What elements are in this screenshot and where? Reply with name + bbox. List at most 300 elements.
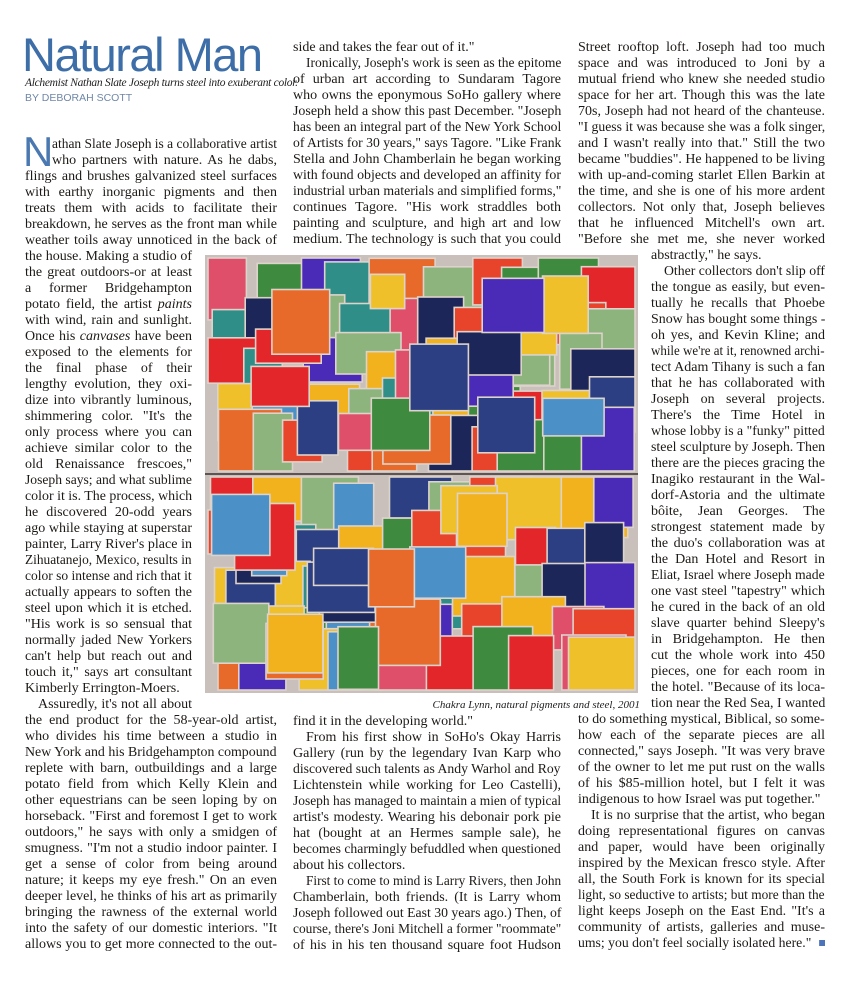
text-line (578, 792, 825, 808)
text-line (651, 584, 825, 600)
line-text: lengthy evolution, they oxi- (25, 377, 192, 392)
line-text: he discovered 20-odd years (25, 505, 192, 520)
line-text: the tongue as easily, but even- (651, 280, 825, 295)
text-line (38, 697, 192, 713)
text-line (578, 840, 825, 856)
line-text: that he influenced Mitchell's own art. (578, 216, 825, 231)
text-line (578, 824, 825, 840)
text-line (25, 889, 277, 905)
text-line (293, 714, 561, 730)
text-line (578, 728, 825, 744)
line-text: Chamberlain, both friends. (It is Larry whom (293, 890, 561, 905)
text-line (25, 873, 277, 889)
line-text: pieces, one for each room in (651, 664, 825, 679)
line-text: exposed to the elements for (25, 345, 192, 360)
text-line (651, 664, 825, 680)
line-text: old Renaissance frescoes," (25, 457, 192, 472)
line-text: outdoors," he says with only a smidgen of (25, 825, 277, 840)
line-text: Lichtenstein while working for Leo Castelli), (293, 778, 561, 793)
text-line (25, 601, 192, 617)
article-subtitle: Alchemist Nathan Slate Joseph turns steel into exuberant color. (25, 77, 298, 89)
text-line (651, 424, 825, 440)
line-text: the great outdoors-or at least (25, 265, 192, 280)
text-line (293, 810, 561, 826)
line-text: in Bridgehampton. He then (651, 632, 825, 647)
text-line (293, 136, 561, 152)
text-span: have been (130, 329, 192, 344)
line-text: bringing the rawness of the external world (25, 905, 277, 920)
text-line (578, 920, 825, 936)
line-text: how each of the separate pieces are all (578, 728, 825, 743)
painted-steel-tile (509, 636, 554, 690)
text-line (25, 745, 277, 761)
text-line (578, 712, 825, 728)
painted-steel-tile (594, 477, 633, 527)
text-line (651, 376, 825, 392)
text-line (578, 72, 825, 88)
line-text: indigenous to how Israel was put together." (578, 792, 821, 807)
text-line (578, 744, 825, 760)
text-line (25, 617, 192, 633)
text-line (293, 216, 561, 232)
line-text: of urban art according to Sundaram Tagore (293, 72, 561, 87)
text-line (651, 344, 825, 360)
line-text: community of artists, galleries and muse- (578, 920, 825, 935)
line-text: who divides his time between a studio in (25, 729, 277, 744)
line-text: normally jaded New Yorkers (25, 633, 192, 648)
line-text (25, 329, 192, 344)
line-text: painter, Larry River's place in (25, 537, 192, 552)
text-line (25, 393, 192, 409)
text-line (578, 904, 825, 920)
line-text: inspired by the Mexican fresco style. After (578, 856, 825, 871)
line-text: side and takes the fear out of it." (293, 40, 475, 55)
text-line (293, 168, 561, 184)
line-text: allows you to get more connected to the out- (25, 937, 277, 952)
line-text: the house. Making a studio of (25, 249, 192, 264)
text-line (25, 825, 277, 841)
line-text: Joseph held a show this past December. "Joseph (293, 104, 562, 119)
line-text: get a sense of color from being around (25, 857, 277, 872)
text-line (651, 616, 825, 632)
text-line (578, 168, 825, 184)
text-line (25, 265, 192, 281)
text-line (578, 936, 825, 952)
text-line (293, 120, 561, 136)
line-text: color it is. The process, which (25, 489, 193, 504)
text-line (578, 760, 825, 776)
line-text: dize into vibrantly luminous, (25, 393, 192, 408)
line-text: deeper level, he thinks of his art as primarily (25, 889, 277, 904)
text-line (25, 793, 277, 809)
line-text: nature; it keeps my eye fresh." On an even (25, 873, 277, 888)
line-text: the time, and she is one of his more ardent (578, 184, 825, 199)
text-line (25, 841, 277, 857)
line-text: It is no surprise that the artist, who began (591, 808, 825, 823)
text-line (25, 329, 192, 345)
line-text: the duo's collaboration was at (651, 536, 825, 551)
line-text: the end product for the 58-year-old artist, (25, 713, 277, 728)
line-text: mutual friend who knew she needed studio (578, 72, 825, 87)
text-line (578, 216, 825, 232)
line-text: dorf-Astoria and the ultimate (651, 488, 825, 503)
text-line (25, 489, 192, 505)
text-line (25, 457, 192, 473)
text-line (293, 152, 561, 168)
line-text: shimmering color. "It's the (25, 409, 192, 424)
line-text (25, 297, 192, 312)
text-line (293, 746, 561, 762)
byline: BY DEBORAH SCOTT (25, 92, 133, 104)
line-text: tually he recalls that Phoebe (651, 296, 825, 311)
line-text: flings and brushes galvanized steel surfaces (25, 169, 277, 184)
painted-steel-tile (369, 549, 415, 607)
line-text: Joseph has managed to maintain a mien of typical (293, 794, 562, 809)
line-text: From his first show in SoHo's Okay Harris (306, 730, 561, 745)
text-line (25, 937, 277, 953)
painted-steel-tile (212, 494, 270, 555)
line-text: Other collectors don't slip off (664, 264, 826, 279)
line-text: horseback. "First and foremost I get to work (25, 809, 277, 824)
line-text: he cured in the back of an old (651, 600, 825, 615)
text-line (651, 488, 825, 504)
line-text: Stella and John Chamberlain he began working (293, 152, 561, 167)
painted-steel-tile (370, 274, 404, 308)
text-line (25, 921, 277, 937)
text-line (578, 104, 825, 120)
line-text: with earthy inorganic pigments and then (25, 185, 277, 200)
line-text: has been an integral part of the New York School (293, 120, 562, 135)
text-line (25, 505, 192, 521)
text-line (651, 312, 825, 328)
text-line (578, 88, 825, 104)
line-text: strongest statement made by (651, 520, 825, 535)
text-line (25, 297, 192, 313)
text-line (578, 872, 825, 888)
text-line (578, 136, 825, 152)
line-text: ago while staying at superstar (25, 521, 192, 536)
text-line (25, 729, 277, 745)
painted-steel-tile (482, 278, 544, 332)
text-line (651, 680, 825, 696)
text-line (293, 858, 561, 874)
text-line (306, 730, 561, 746)
painted-steel-tile (338, 627, 379, 690)
text-line (651, 472, 825, 488)
text-line (25, 809, 277, 825)
painted-steel-tile (543, 276, 589, 333)
text-line (25, 313, 192, 329)
text-line (52, 137, 277, 153)
line-text: Joseph followed out East 30 years ago.) Then, of (293, 906, 562, 921)
line-text: Street rooftop loft. Joseph had too much (578, 40, 825, 55)
line-text: steel upon which it is etched. (25, 601, 192, 616)
line-text: Eliat, Israel where Joseph made (651, 568, 825, 583)
line-text: tion near the Red Sea, I wanted (651, 696, 826, 711)
line-text: while we're at it, renowned archi- (651, 344, 825, 359)
line-text: athan Slate Joseph is a collaborative artist (52, 137, 278, 152)
line-text: breakdown, he serves as the front man while (25, 217, 277, 232)
text-line (293, 778, 561, 794)
line-text: replete with barn, outbuildings and a large (25, 761, 277, 776)
line-text: other equestrians can be seen loping by on (25, 793, 277, 808)
painted-steel-tile (569, 637, 636, 690)
line-text: "Before she met me, she never worked (578, 232, 825, 247)
line-text: There's the Time Hotel in (651, 408, 825, 423)
line-text: "I guess it was because she was a folk singer, (578, 120, 826, 135)
line-text: there are the pieces gracing the (651, 456, 825, 471)
line-text: industrial urban materials and simplified forms," (293, 184, 562, 199)
line-text: collectors. Not only that, Joseph believes (578, 200, 825, 215)
text-line (591, 808, 825, 824)
painted-steel-tile (268, 614, 323, 673)
text-line (25, 649, 192, 665)
line-text: light keeps Joseph on the East End. "It's a (578, 904, 825, 919)
line-text: treats them with acids to facilitate their (25, 201, 277, 216)
text-line (25, 761, 277, 777)
end-of-article-mark-icon (819, 940, 825, 946)
text-line (651, 632, 825, 648)
text-line (306, 874, 561, 890)
line-text: whose lobby is a "funky" pitted (651, 424, 825, 439)
line-text: abstractly," he says. (651, 248, 762, 263)
line-text: of Artists for 30 years," says Tagore. "Like Frank (293, 136, 562, 151)
text-line (25, 217, 277, 233)
line-text: about his collectors. (293, 858, 406, 873)
text-line (293, 922, 561, 938)
text-line (651, 648, 825, 664)
line-text: Snow has bought some things - (651, 312, 826, 327)
painted-steel-tile (314, 548, 374, 585)
artwork-image-chakra-lynn (205, 255, 638, 693)
line-text: artist's modesty. Wearing his debonair pork pie (293, 810, 561, 825)
text-span: potato field, the artist (25, 297, 158, 312)
line-text: Gallery (run by the legendary Ivan Karp who (293, 746, 561, 761)
painted-steel-tile (213, 603, 268, 663)
line-text: becomes charmingly befuddled when questioned (293, 842, 561, 857)
line-text: "His work is so sensual that (25, 617, 192, 632)
line-text: the Dan Hotel and Resort in (651, 552, 825, 567)
text-line (25, 185, 277, 201)
line-text: Joseph says; and what sublime (25, 473, 192, 488)
line-text: space for her art. Though this was the late (578, 88, 825, 103)
text-line (25, 201, 277, 217)
text-line (25, 345, 192, 361)
line-text: find it in the developing world." (293, 714, 473, 729)
line-text: and I wasn't really into that." Still the two (578, 136, 825, 151)
text-line (651, 520, 825, 536)
article-title: Natural Man (22, 28, 262, 81)
line-text: can't help but reach out and (25, 649, 192, 664)
line-text: and paper, would have been originally (578, 840, 825, 855)
text-line (651, 696, 825, 712)
text-line (25, 569, 192, 585)
text-line (651, 328, 825, 344)
line-text: Joseph on several projects. (651, 392, 825, 407)
text-line (578, 200, 825, 216)
text-line (25, 441, 192, 457)
line-text: of his in his ten thousand square foot Hudson (293, 938, 561, 953)
text-line (293, 72, 561, 88)
text-line (651, 296, 825, 312)
line-text: New York and his Bridgehampton compound (25, 745, 277, 760)
text-line (25, 553, 192, 569)
line-text: achieve similar color to the (25, 441, 192, 456)
text-line (651, 600, 825, 616)
text-line (306, 56, 561, 72)
line-text: who partners with nature. As he dabs, (52, 153, 277, 168)
text-line (651, 392, 825, 408)
line-text: became "buddies". He happened to be living (578, 152, 825, 167)
line-text: with wind, rain and sunlight. (25, 313, 192, 328)
text-line (25, 537, 192, 553)
text-line (578, 40, 825, 56)
line-text: light, so seductive to artists; but more than the (578, 888, 825, 903)
text-line (651, 536, 825, 552)
line-text: steel sculpture by Joseph. Then (651, 440, 826, 455)
text-line (651, 504, 825, 520)
painted-steel-tile (458, 493, 508, 546)
text-line (651, 568, 825, 584)
line-text: who owns the eponymous SoHo gallery where (293, 88, 561, 103)
line-text: continues Tagore. "His work straddles both (293, 200, 561, 215)
line-text: the hotel. "Because of its loca- (651, 680, 825, 695)
text-line (293, 794, 561, 810)
line-text: with found objects and developed an affinity for (293, 168, 561, 183)
text-line (651, 360, 825, 376)
text-line (25, 473, 192, 489)
text-line (578, 888, 825, 904)
text-line (25, 409, 192, 425)
line-text: Zihuatanejo, Mexico, results in (25, 553, 192, 568)
line-text: course, there's Joni Mitchell a former "roommate" (293, 922, 562, 937)
line-text: smugness. "I'm not a studio indoor painter. I (25, 841, 277, 856)
italic-text: canvases (79, 329, 131, 344)
line-text: Kimberly Errington-Moers. (25, 681, 180, 696)
line-text: one vast steel "tapestry" which (651, 584, 825, 599)
text-line (578, 56, 825, 72)
text-line (293, 826, 561, 842)
image-caption: Chakra Lynn, natural pigments and steel, 2001 (432, 699, 640, 711)
line-text: space and was introduced to Joni by a (578, 56, 825, 71)
text-span: Once his (25, 329, 80, 344)
line-text: painting and sculpture, and high art and low (293, 216, 561, 231)
text-line (52, 153, 277, 169)
line-text: oh yes, and Kevin Kline; and (651, 328, 825, 343)
text-line (25, 377, 192, 393)
painted-steel-tile (478, 397, 535, 453)
line-text: First to come to mind is Larry Rivers, then John (306, 874, 562, 889)
text-line (25, 249, 192, 265)
line-text: doing representational figures on canvas (578, 824, 825, 839)
drop-cap: N (23, 128, 54, 175)
text-line (651, 248, 825, 264)
line-text: actually appears to soften the (25, 585, 192, 600)
line-text: Inagiko restaurant in the Wal- (651, 472, 825, 487)
line-text: into the safety of our domestic interiors. "It (25, 921, 277, 936)
text-line (293, 232, 561, 248)
text-line (293, 906, 561, 922)
text-line (651, 440, 825, 456)
line-text: with up-and-coming starlet Ellen Barkin at (578, 168, 825, 183)
line-text: 70s, Joseph had not heard of the chanteuse. (578, 104, 825, 119)
text-line (25, 233, 277, 249)
line-text: of the owner to let me put rust on the walls (578, 760, 825, 775)
text-line (293, 890, 561, 906)
text-line (664, 264, 825, 280)
text-line (578, 776, 825, 792)
line-text: potato field from which Kelly Klein and (25, 777, 277, 792)
painted-steel-tile (410, 547, 466, 598)
painted-steel-tile (297, 401, 338, 455)
line-text: connected," says Joseph. "It was very brave (578, 744, 825, 759)
painted-steel-tile (543, 398, 604, 436)
text-line (293, 184, 561, 200)
line-text: tect Adam Tihany is such a fan (651, 360, 825, 375)
line-text: weather toils away unnoticed in the back of (25, 233, 277, 248)
painted-steel-tile (376, 599, 441, 665)
line-text: Assuredly, it's not all about (38, 697, 192, 712)
text-line (293, 762, 561, 778)
text-line (25, 713, 277, 729)
text-line (651, 456, 825, 472)
text-line (25, 281, 192, 297)
text-line (25, 425, 192, 441)
text-line (293, 842, 561, 858)
italic-text: paints (157, 297, 192, 312)
text-line (651, 408, 825, 424)
text-line (293, 40, 561, 56)
text-line (293, 938, 561, 954)
text-line (651, 552, 825, 568)
text-line (25, 905, 277, 921)
text-line (25, 777, 277, 793)
text-line (578, 856, 825, 872)
line-text: Ironically, Joseph's work is seen as the epitome (306, 56, 562, 71)
line-text: to do something mystical, Biblical, so some- (578, 712, 825, 727)
line-text: hat (bought at an Hermes sample sale), he (293, 826, 561, 841)
text-line (293, 200, 561, 216)
text-line (25, 361, 192, 377)
line-text: the final phase of their (25, 361, 192, 376)
line-text: only process where you can (25, 425, 192, 440)
line-text: discovered such talents as Andy Warhol and Roy (293, 762, 561, 777)
painted-steel-tile (410, 344, 469, 411)
text-line (293, 88, 561, 104)
line-text: of his $85-million hotel, but I felt it was (578, 776, 825, 791)
line-text: that he has collaborated with (651, 376, 825, 391)
text-line (25, 633, 192, 649)
text-line (578, 232, 825, 248)
painted-steel-tile (272, 290, 330, 355)
text-line (25, 681, 192, 697)
text-line (578, 120, 825, 136)
line-text: ums; you don't feel socially isolated here." (578, 936, 825, 952)
text-line (25, 857, 277, 873)
line-text: slave quarter behind Sleepy's (651, 616, 825, 631)
line-text: color so intense and rich that it (25, 569, 192, 584)
text-line (578, 152, 825, 168)
painted-steel-tile (251, 366, 309, 406)
text-line (25, 169, 277, 185)
text-line (25, 665, 192, 681)
line-text: all, the South Fork is known for its special (578, 872, 825, 887)
line-text: cut the whole work into 450 (651, 648, 825, 663)
text-line (25, 585, 192, 601)
text-line (651, 280, 825, 296)
text-line (293, 104, 561, 120)
text-line (578, 184, 825, 200)
